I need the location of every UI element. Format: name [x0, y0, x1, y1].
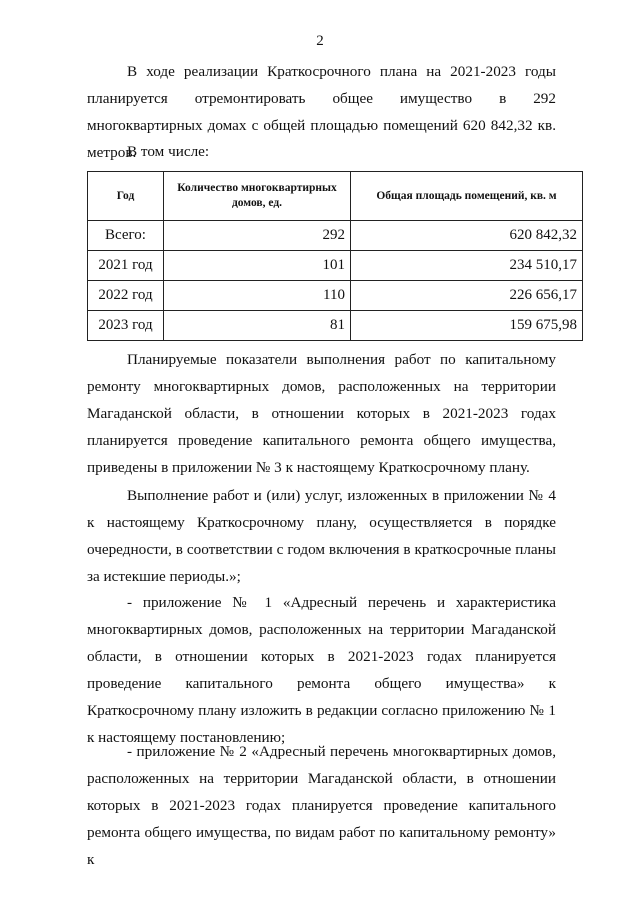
cell-houses: 292: [164, 221, 351, 251]
page-number: 2: [316, 33, 324, 49]
paragraph-appendix-1: - приложение № 1 «Адресный перечень и характеристика многоквартирных домов, расположенных на территории Магаданской области, в отношении которых в 2021-2023 годах планируется проведение капитального ремонта общего имущества» к Краткосрочному плану изложить в редакции согласно приложению № 1 к настоящему постановлению;: [87, 594, 556, 746]
header-houses: Количество многоквартирных домов, ед.: [164, 172, 351, 221]
table-row: [88, 221, 583, 251]
cell-year: Всего:: [88, 221, 164, 251]
cell-year: 2021 год: [88, 251, 164, 281]
paragraph-execution: Выполнение работ и (или) услуг, изложенных в приложении № 4 к настоящему Краткосрочному плану, осуществляется в порядке очередности, в соответствии с годом включения в краткосрочные планы за истекшие периоды.»;: [87, 487, 556, 585]
paragraph-including: В том числе:: [127, 143, 210, 160]
cell-houses: 81: [164, 311, 351, 341]
paragraph-intro: В ходе реализации Краткосрочного плана на 2021-2023 годы планируется отремонтировать общее имущество в 292 многоквартирных домах с общей площадью помещений 620 842,32 кв. метров.: [87, 63, 556, 161]
cell-area: 159 675,98: [351, 311, 583, 341]
table-row: [88, 251, 583, 281]
cell-area: 620 842,32: [351, 221, 583, 251]
housing-table: [87, 171, 583, 341]
paragraph-appendix-2: - приложение № 2 «Адресный перечень многоквартирных домов, расположенных на территории Магаданской области, в отношении которых в 2021-2023 годах планируется проведение капитального ремонта общего имущества, по видам работ по капитальному ремонту» к: [87, 743, 556, 868]
header-year: Год: [88, 172, 164, 221]
cell-houses: 110: [164, 281, 351, 311]
paragraph-planned-indicators: Планируемые показатели выполнения работ по капитальному ремонту многоквартирных домов, расположенных на территории Магаданской области, в отношении которых в 2021-2023 годах планируется проведение капитального ремонта общего имущества, приведены в приложении № 3 к настоящему Краткосрочному плану.: [87, 351, 556, 476]
cell-year: 2022 год: [88, 281, 164, 311]
cell-area: 234 510,17: [351, 251, 583, 281]
cell-area: 226 656,17: [351, 281, 583, 311]
header-area: Общая площадь помещений, кв. м: [351, 172, 583, 221]
cell-year: 2023 год: [88, 311, 164, 341]
table-row: [88, 281, 583, 311]
cell-houses: 101: [164, 251, 351, 281]
table-header-row: [88, 172, 583, 221]
table-row: [88, 311, 583, 341]
